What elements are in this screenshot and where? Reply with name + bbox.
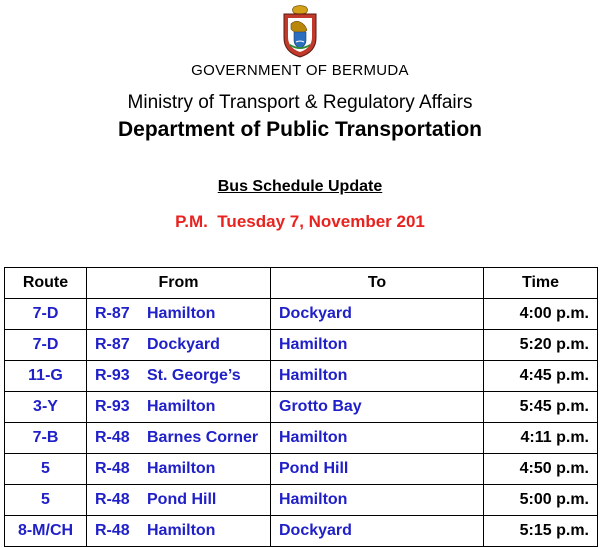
ministry-name: Ministry of Transport & Regulatory Affairs xyxy=(127,92,473,113)
header-route: Route xyxy=(5,268,87,299)
government-name: GOVERNMENT OF BERMUDA xyxy=(191,62,409,79)
route-number: R-48 xyxy=(95,460,130,477)
table-row xyxy=(5,361,598,392)
from-stop: Pond Hill xyxy=(147,491,217,508)
route-cell: 7-B xyxy=(5,423,87,454)
route-number: R-93 xyxy=(95,398,130,415)
from-stop: Hamilton xyxy=(147,398,216,415)
from-stop: Dockyard xyxy=(147,336,220,353)
route-cell: 5 xyxy=(5,485,87,516)
table-row xyxy=(5,392,598,423)
from-stop: St. George’s xyxy=(147,367,241,384)
from-stop: Hamilton xyxy=(147,522,216,539)
header-from: From xyxy=(87,268,271,299)
to-cell: Hamilton xyxy=(271,361,484,392)
route-number: R-48 xyxy=(95,491,130,508)
from-stop: Hamilton xyxy=(147,460,216,477)
from-cell xyxy=(87,330,271,361)
time-cell: 4:11 p.m. xyxy=(484,423,598,454)
bermuda-coat-of-arms-icon xyxy=(280,4,320,59)
to-cell: Hamilton xyxy=(271,485,484,516)
route-number: R-48 xyxy=(95,522,130,539)
route-cell: 3-Y xyxy=(5,392,87,423)
route-number: R-87 xyxy=(95,305,130,322)
header-time: Time xyxy=(484,268,598,299)
department-name: Department of Public Transportation xyxy=(117,118,483,141)
schedule-date: P.M. Tuesday 7, November 201 xyxy=(175,212,425,231)
route-cell: 7-D xyxy=(5,330,87,361)
table-header-row xyxy=(5,268,598,299)
to-cell: Pond Hill xyxy=(271,454,484,485)
from-cell xyxy=(87,361,271,392)
to-cell: Hamilton xyxy=(271,330,484,361)
route-number: R-87 xyxy=(95,336,130,353)
from-cell xyxy=(87,454,271,485)
table-row xyxy=(5,299,598,330)
schedule-title: Bus Schedule Update xyxy=(217,178,383,195)
header-to: To xyxy=(271,268,484,299)
route-cell: 5 xyxy=(5,454,87,485)
from-cell xyxy=(87,392,271,423)
table-row xyxy=(5,454,598,485)
from-cell xyxy=(87,516,271,547)
to-cell: Hamilton xyxy=(271,423,484,454)
route-number: R-48 xyxy=(95,429,130,446)
bus-schedule-table xyxy=(4,267,598,547)
time-cell: 5:20 p.m. xyxy=(484,330,598,361)
to-cell: Dockyard xyxy=(271,299,484,330)
time-cell: 4:50 p.m. xyxy=(484,454,598,485)
from-stop: Barnes Corner xyxy=(147,429,259,446)
time-cell: 5:00 p.m. xyxy=(484,485,598,516)
table-row xyxy=(5,485,598,516)
route-cell: 8-M/CH xyxy=(5,516,87,547)
route-cell: 7-D xyxy=(5,299,87,330)
to-cell: Dockyard xyxy=(271,516,484,547)
from-cell xyxy=(87,299,271,330)
time-cell: 5:15 p.m. xyxy=(484,516,598,547)
time-cell: 4:45 p.m. xyxy=(484,361,598,392)
from-cell xyxy=(87,485,271,516)
from-cell xyxy=(87,423,271,454)
table-row xyxy=(5,423,598,454)
from-stop: Hamilton xyxy=(147,305,216,322)
to-cell: Grotto Bay xyxy=(271,392,484,423)
route-cell: 11-G xyxy=(5,361,87,392)
route-number: R-93 xyxy=(95,367,130,384)
time-cell: 5:45 p.m. xyxy=(484,392,598,423)
time-cell: 4:00 p.m. xyxy=(484,299,598,330)
table-row xyxy=(5,516,598,547)
table-row xyxy=(5,330,598,361)
